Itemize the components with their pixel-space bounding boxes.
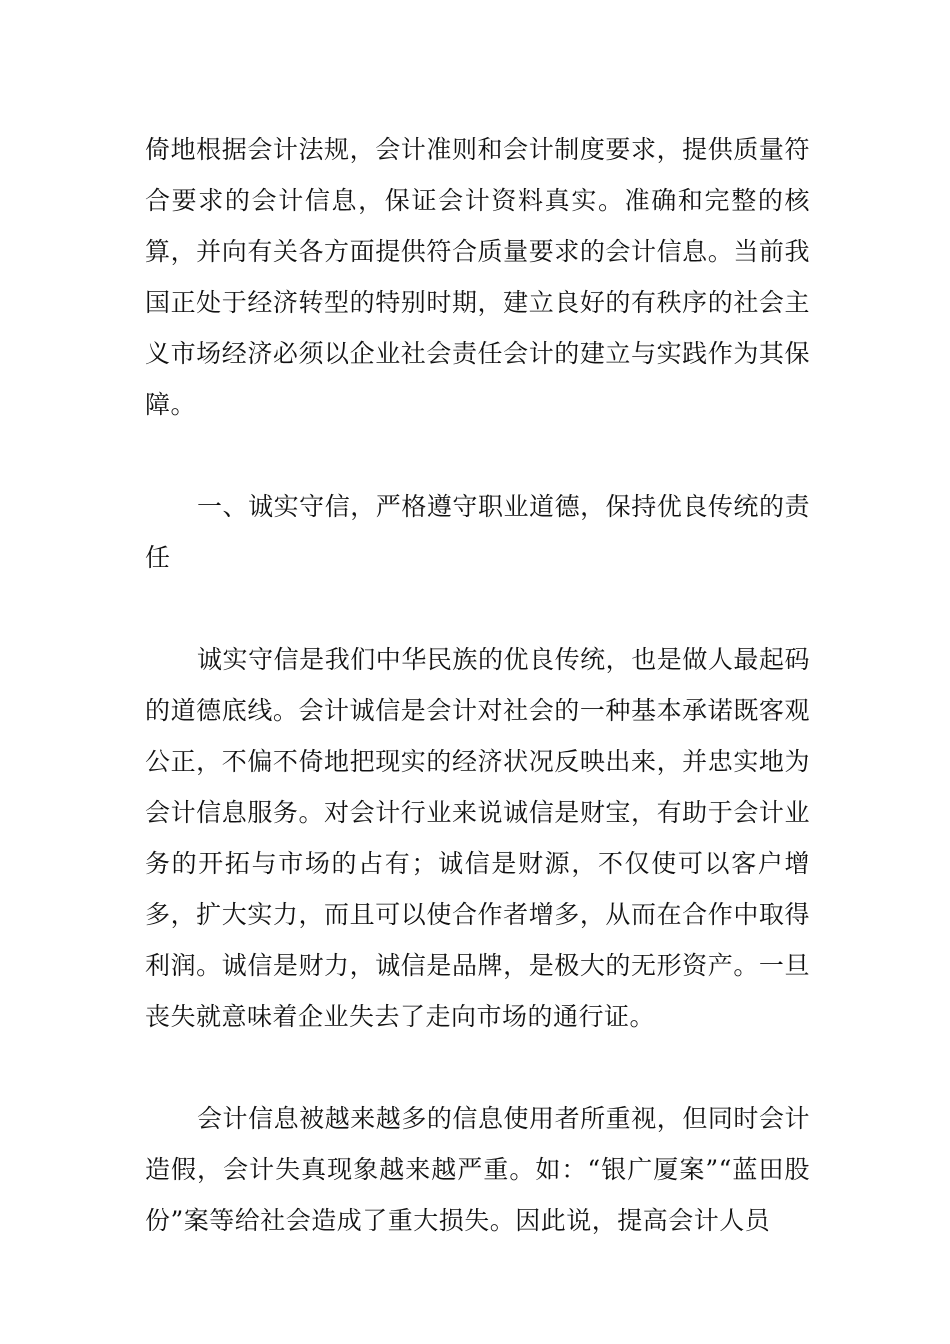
paragraph-continuation: 倚地根据会计法规，会计准则和会计制度要求，提供质量符合要求的会计信息，保证会计资料真实。准确和完整的核算，并向有关各方面提供符合质量要求的会计信息。当前我国正处于经济转型的特别时期，建立良好的有秩序的社会主义市场经济必须以企业社会责任会计的建立与实践作为其保障。 [145, 135, 810, 419]
section-heading: 一、诚实守信，严格遵守职业道德，保持优良传统的责任 [145, 492, 810, 572]
paragraph-accounting-fraud: 会计信息被越来越多的信息使用者所重视，但同时会计造假，会计失真现象越来越严重。如：“银广厦案”“蓝田股份”案等给社会造成了重大损失。因此说，提高会计人员 [145, 1104, 810, 1235]
document-body [145, 124, 810, 1246]
paragraph-integrity: 诚实守信是我们中华民族的优良传统，也是做人最起码的道德底线。会计诚信是会计对社会的一种基本承诺既客观公正，不偏不倚地把现实的经济状况反映出来，并忠实地为会计信息服务。对会计行业来说诚信是财宝，有助于会计业务的开拓与市场的占有；诚信是财源，不仅使可以客户增多，扩大实力，而且可以使合作者增多，从而在合作中取得利润。诚信是财力，诚信是品牌，是极大的无形资产。一旦丧失就意味着企业失去了走向市场的通行证。 [145, 645, 810, 1031]
